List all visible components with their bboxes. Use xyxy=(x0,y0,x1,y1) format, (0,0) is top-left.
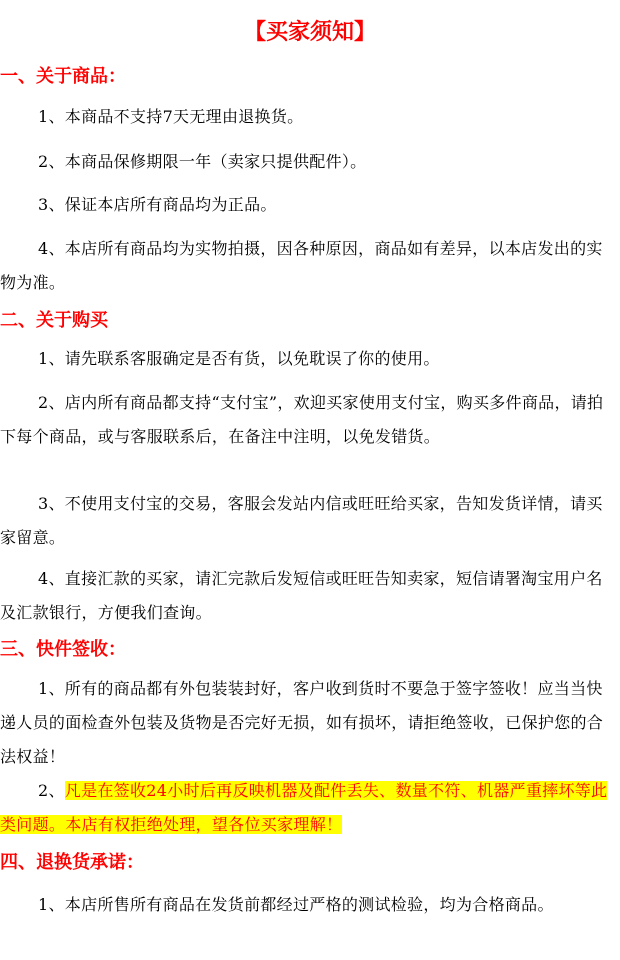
section-heading-returns: 四、退换货承诺： xyxy=(0,852,144,873)
delivery-item-2 xyxy=(0,774,610,842)
delivery-item-2-prefix: 2、 xyxy=(38,781,65,800)
products-item-2: 2、本商品保修期限一年（卖家只提供配件）。 xyxy=(38,152,367,171)
products-item-1: 1、本商品不支持7天无理由退换货。 xyxy=(38,107,304,126)
delivery-item-1: 1、所有的商品都有外包装装封好，客户收到货时不要急于签字签收！应当当快递人员的面检查外包装及货物是否完好无损，如有损坏，请拒绝签收，已保护您的合法权益！ xyxy=(0,679,604,766)
purchase-item-3: 3、不使用支付宝的交易，客服会发站内信或旺旺给买家，告知发货详情，请买家留意。 xyxy=(0,494,603,547)
products-item-3: 3、保证本店所有商品均为正品。 xyxy=(38,195,277,214)
delivery-item-2-highlight: 凡是在签收24小时后再反映机器及配件丢失、数量不符、机器严重摔坏等此类问题。本店有权拒绝处理，望各位买家理解！ xyxy=(0,781,608,834)
purchase-item-2: 2、店内所有商品都支持“支付宝”，欢迎买家使用支付宝，购买多件商品，请拍下每个商品，或与客服联系后，在备注中注明，以免发错货。 xyxy=(0,393,604,446)
purchase-item-1: 1、请先联系客服确定是否有货，以免耽误了你的使用。 xyxy=(38,349,440,368)
page-title: 【买家须知】 xyxy=(243,19,376,45)
section-heading-delivery: 三、快件签收： xyxy=(0,639,126,660)
purchase-item-4: 4、直接汇款的买家，请汇完款后发短信或旺旺告知卖家，短信请署淘宝用户名及汇款银行，方便我们查询。 xyxy=(0,569,603,622)
section-heading-purchase: 二、关于购买 xyxy=(0,310,108,331)
section-heading-products: 一、关于商品： xyxy=(0,66,126,87)
products-item-4: 4、本店所有商品均为实物拍摄，因各种原因，商品如有差异，以本店发出的实物为准。 xyxy=(0,239,603,292)
returns-item-1: 1、本店所售所有商品在发货前都经过严格的测试检验，均为合格商品。 xyxy=(38,895,554,914)
